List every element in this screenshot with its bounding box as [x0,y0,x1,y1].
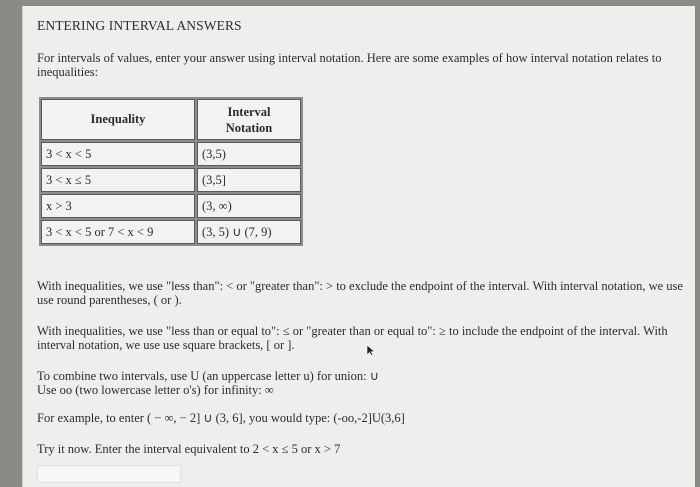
inequality-cell: x > 3 [41,194,195,218]
intro-text: For intervals of values, enter your answer using interval notation. Here are some examples of how interval notation relates to inequalities: [37,51,662,79]
interval-examples-table [39,97,303,246]
table-row [41,194,301,218]
strict-inequality-text: With inequalities, we use "less than": < or "greater than": > to exclude the endpoint of the interval. With interval notation, we use use round parentheses, ( or ). [37,279,683,307]
inclusive-inequality-text: With inequalities, we use "less than or equal to": ≤ or "greater than or equal to": ≥ to include the endpoint of the interval. With interval notation, we use use square brackets, [ or ]. [37,324,668,352]
table-header-row [41,99,301,140]
union-text: To combine two intervals, use U (an uppercase letter u) for union: ∪ [37,369,379,383]
prompt-text: Try it now. Enter the interval equivalent to 2 < x ≤ 5 or x > 7 [37,442,341,456]
mouse-cursor-icon [366,344,376,356]
table-row [41,168,301,192]
notation-cell: (3,5) [197,142,301,166]
example-text: For example, to enter ( − ∞, − 2] ∪ (3, 6], you would type: (-oo,-2]U(3,6] [37,411,405,425]
answer-input[interactable] [37,465,181,483]
header-notation-line1: Interval [227,104,271,119]
header-inequality: Inequality [41,99,195,140]
table-row [41,220,301,244]
notation-cell: (3,5] [197,168,301,192]
question-panel [22,6,695,487]
inequality-cell: 3 < x ≤ 5 [41,168,195,192]
section-heading: ENTERING INTERVAL ANSWERS [37,18,242,33]
inequality-cell: 3 < x < 5 or 7 < x < 9 [41,220,195,244]
header-interval-notation [197,99,301,140]
union-instructions [37,369,687,397]
table-row [41,142,301,166]
notation-cell: (3, 5) ∪ (7, 9) [197,220,301,244]
infinity-text: Use oo (two lowercase letter o's) for infinity: ∞ [37,383,274,397]
header-notation-line2: Notation [225,120,273,135]
inequality-cell: 3 < x < 5 [41,142,195,166]
notation-cell: (3, ∞) [197,194,301,218]
